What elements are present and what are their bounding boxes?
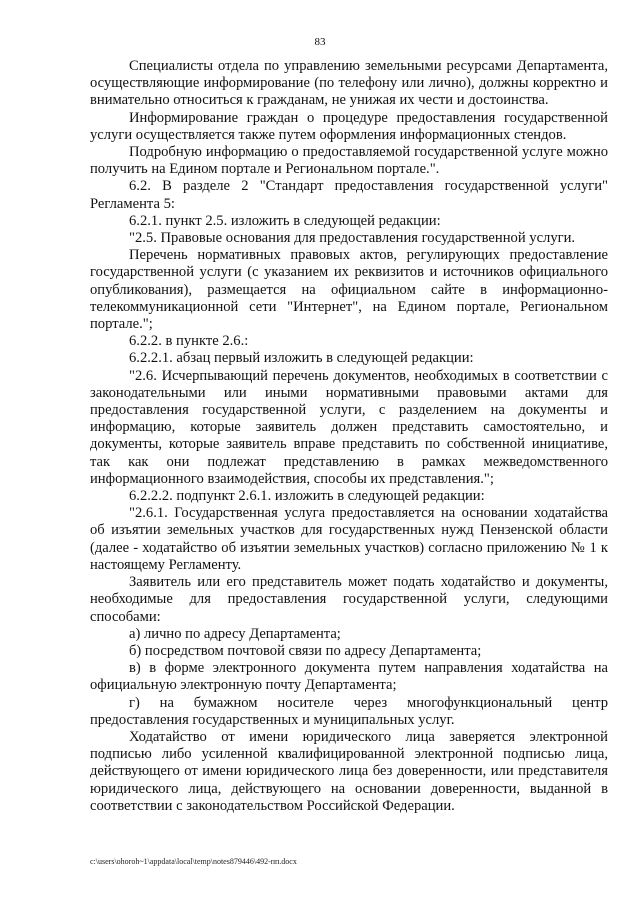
- page-number: 83: [314, 36, 326, 48]
- paragraph: 6.2.1. пункт 2.5. изложить в следующей редакции:: [129, 212, 441, 229]
- paragraph: Специалисты отдела по управлению земельными ресурсами Департамента, осуществляющие информирование (по телефону или лично), должны корректно и внимательно относиться к гражданам, не унижая их чести и достоинства.: [90, 58, 608, 109]
- list-item: г) на бумажном носителе через многофункциональный центр предоставления государственных и муниципальных услуг.: [90, 694, 608, 728]
- paragraph: "2.5. Правовые основания для предоставления государственной услуги.: [129, 230, 576, 247]
- document-body: [90, 58, 608, 815]
- list-item: в) в форме электронного документа путем направления ходатайства на официальную электронную почту Департамента;: [90, 660, 608, 694]
- paragraph: "2.6.1. Государственная услуга предоставляется на основании ходатайства об изъятии земельных участков для государственных нужд Пензенской области (далее - ходатайство об изъятии земельных участков) согласно приложению № 1 к настоящему Регламенту.: [90, 505, 608, 573]
- paragraph: Подробную информацию о предоставляемой государственной услуге можно получить на Едином портале и Региональном портале.".: [90, 144, 608, 178]
- paragraph: Заявитель или его представитель может подать ходатайство и документы, необходимые для предоставления государственной услуги, следующими способами:: [90, 574, 608, 625]
- paragraph: 6.2.2.1. абзац первый изложить в следующей редакции:: [129, 350, 474, 367]
- list-item: а) лично по адресу Департамента;: [129, 625, 341, 642]
- paragraph: Ходатайство от имени юридического лица заверяется электронной подписью либо усиленной квалифицированной электронной подписью лица, действующего от имени юридического лица без доверенности, или представителя юридического лица, действующего на основании доверенности, выданной в соответствии с законодательством Российской Федерации.: [90, 728, 608, 814]
- list-item: б) посредством почтовой связи по адресу Департамента;: [129, 642, 482, 659]
- footer-file-path: c:\users\ohoroh~1\appdata\local\temp\notes879446\492-пп.docx: [90, 857, 297, 866]
- paragraph: 6.2.2. в пункте 2.6.:: [129, 333, 249, 350]
- paragraph: 6.2. В разделе 2 "Стандарт предоставления государственной услуги" Регламента 5:: [90, 178, 608, 212]
- paragraph: Перечень нормативных правовых актов, регулирующих предоставление государственной услуги (с указанием их реквизитов и источников официального опубликования), размещается на официальном сайте в информационно-телекоммуникационной сети "Интернет", на Едином портале, Региональном портале.";: [90, 247, 608, 333]
- paragraph: "2.6. Исчерпывающий перечень документов, необходимых в соответствии с законодательными или иными нормативными правовыми актами для предоставления государственной услуги, с разделением на документы и информацию, которые заявитель должен представить самостоятельно, и документы, которые заявитель вправе представить по собственной инициативе, так как они подлежат представлению в рамках межведомственного информационного взаимодействия, способы их представления.";: [90, 367, 608, 487]
- paragraph: 6.2.2.2. подпункт 2.6.1. изложить в следующей редакции:: [129, 488, 485, 505]
- paragraph: Информирование граждан о процедуре предоставления государственной услуги осуществляется также путем оформления информационных стендов.: [90, 109, 608, 143]
